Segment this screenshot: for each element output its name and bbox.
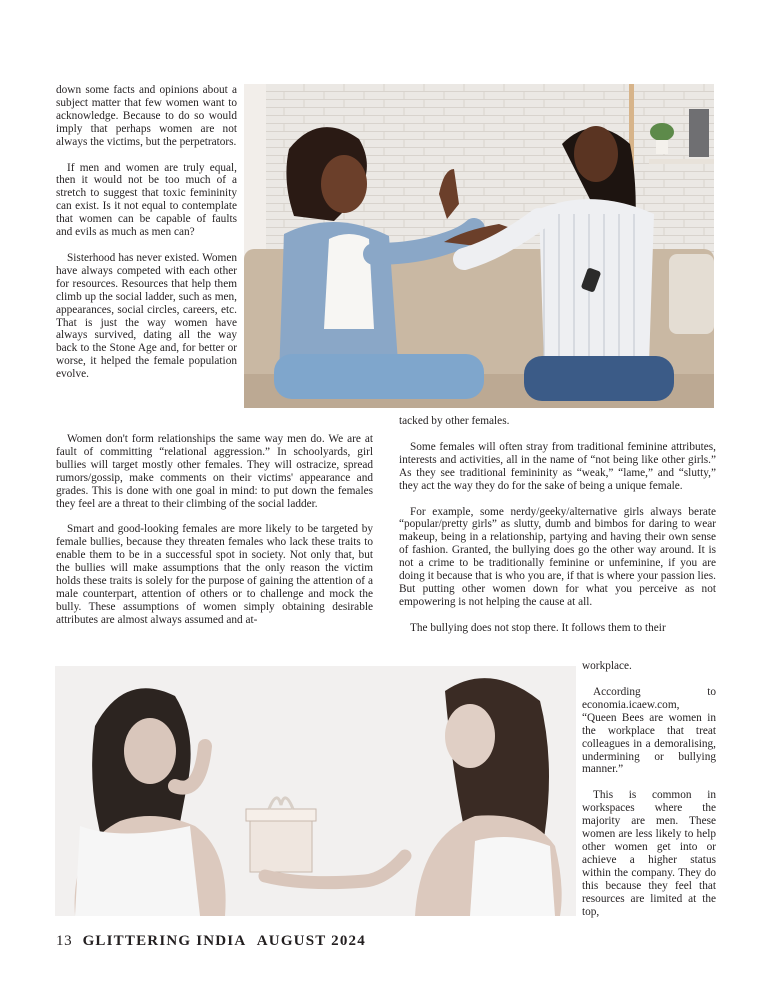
paragraph: For example, some nerdy/geeky/alternative girls always berate “popular/pretty girls” as slutty, dumb and bimbos for daring to wear makeup, being in a relationship, partying and having their own sense of fashion. Granted, the bullying does go the other way around. It is not a crime to be traditionally feminine or unfeminine, if you are doing it because that is who you are, if that is where your passion lies. But putting other women down for what you perceive as not empowering is not helping the cause at all.	[399, 505, 716, 608]
paragraph: If men and women are truly equal, then it would not be too much of a stretch to suggest that toxic femininity can exist. Is it not equal to contemplate that women can be capable of faults and evils as much as men can?	[56, 161, 237, 239]
paragraph: Women don't form relationships the same way men do. We are at fault of committing “relational aggression.” In schoolyards, girl bullies will target mostly other females. They will ostracize, spread rumors/gossip, make comments on their victims' appearance and grades. This is done with one goal in mind: to put down the females they feel are a threat to their climbing of the social ladder.	[56, 433, 373, 510]
photo-gift-offering	[55, 666, 576, 916]
paragraph: The bullying does not stop there. It follows them to their	[410, 621, 666, 634]
paragraph: Sisterhood has never existed. Women have always competed with each other for resources. Resources that help them climb up the social ladder, such as men, appearances, social circles, careers, etc. That is just the way women have always survived, dating all the way back to the Stone Age and, for better or worse, it helped the female population evolve.	[56, 251, 237, 381]
paragraph: down some facts and opinions about a subject matter that few women want to acknowledge. Because to do so would imply that perhaps women are not always the victims, but the perpetrators.	[56, 84, 237, 148]
paragraph-continuation: workplace.	[582, 660, 632, 672]
photo-gift-offering-illustration	[55, 666, 576, 916]
page-footer	[56, 933, 366, 950]
photo-women-arguing	[244, 84, 714, 408]
continuation-line: tacked by other females.	[399, 415, 510, 427]
column-4	[582, 686, 716, 931]
issue-date: AUGUST 2024	[256, 933, 366, 949]
magazine-name: GLITTERING INDIA	[82, 933, 247, 949]
paragraph: Smart and good-looking females are more likely to be targeted by female bullies, because they threaten females who lack these traits to enable them to be in a successful spot in society. Not only that, but the bullies will make assumptions that the only reason the victim holds these traits is solely for the purpose of gaining the attention of a male counterpart, attention of others or to challenge and mock the bully. These assumptions of women simply obtaining desirable attributes are almost always assumed and at-	[56, 523, 373, 626]
column-3	[399, 415, 716, 635]
page-number: 13	[56, 933, 73, 949]
column-1	[56, 84, 237, 394]
column-2	[56, 433, 373, 640]
paragraph: Some females will often stray from traditional feminine attributes, interests and activities, all in the name of “not being like other girls.” As they see traditional femininity as “weak,” “lame,” and “slutty,” they act the way they do for the sake of being a unique female.	[399, 440, 716, 492]
photo-women-arguing-illustration	[244, 84, 714, 408]
paragraph: This is common in workspaces where the majority are men. These women are less likely to help other women get into or achieve a higher status within the company. They do this because they feel that resources are limited at the top,	[582, 789, 716, 918]
paragraph: According to economia.icaew.com, “Queen Bees are women in the workplace that treat colleagues in a demoralising, undermining or bullying manner.”	[582, 686, 716, 776]
